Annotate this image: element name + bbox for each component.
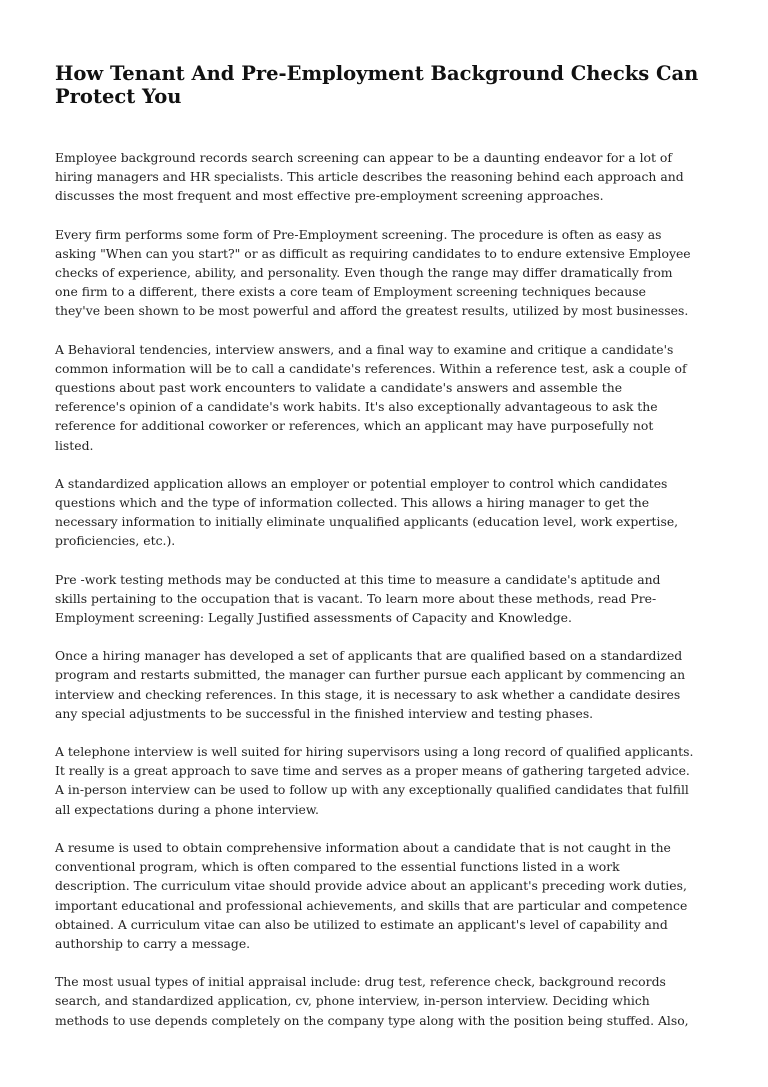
paragraph-line: A resume is used to obtain comprehensive information about a candidate that is not caught in the <box>55 839 671 855</box>
paragraph-line: common information will be to call a candidate's references. Within a reference test, ask a couple of <box>55 360 687 376</box>
paragraph-line: discusses the most frequent and most effective pre-employment screening approaches. <box>55 188 604 204</box>
paragraph-line: search, and standardized application, cv, phone interview, in-person interview. Deciding which <box>55 993 650 1009</box>
paragraph <box>55 838 725 953</box>
paragraph-line: obtained. A curriculum vitae can also be utilized to estimate an applicant's level of capability and <box>55 916 668 932</box>
paragraph-line: necessary information to initially eliminate unqualified applicants (education level, work expertise, <box>55 514 679 530</box>
paragraph-line: reference's opinion of a candidate's work habits. It's also exceptionally advantageous to ask the <box>55 399 658 415</box>
title-line: How Tenant And Pre-Employment Background Checks Can <box>55 62 699 85</box>
paragraph <box>55 972 725 1030</box>
paragraph-line: hiring managers and HR specialists. This article describes the reasoning behind each approach and <box>55 169 684 185</box>
paragraph-line: Every firm performs some form of Pre-Employment screening. The procedure is often as easy as <box>55 226 662 242</box>
paragraph-line: Employee background records search screening can appear to be a daunting endeavor for a lot of <box>55 150 672 165</box>
paragraph-line: Employment screening: Legally Justified assessments of Capacity and Knowledge. <box>55 610 572 626</box>
paragraph-line: It really is a great approach to save time and serves as a proper means of gathering targeted advice. <box>55 763 690 779</box>
paragraph-line: asking "When can you start?" or as difficult as requiring candidates to to endure extensive Employee <box>55 245 691 261</box>
paragraph-line: A Behavioral tendencies, interview answers, and a final way to examine and critique a candidate's <box>55 341 674 357</box>
paragraph <box>55 570 725 628</box>
paragraph <box>55 340 725 455</box>
title-line: Protect You <box>55 85 182 108</box>
paragraph-line: they've been shown to be most powerful and afford the greatest results, utilized by most businesses. <box>55 303 689 319</box>
paragraph-line: listed. <box>55 437 94 453</box>
paragraph <box>55 742 725 819</box>
paragraph-line: questions which and the type of information collected. This allows a hiring manager to get the <box>55 495 650 511</box>
paragraph <box>55 225 725 321</box>
paragraph-line: important educational and professional achievements, and skills that are particular and competence <box>55 897 688 913</box>
paragraph <box>55 474 725 551</box>
paragraph <box>55 148 725 206</box>
paragraph-line: skills pertaining to the occupation that is vacant. To learn more about these methods, read Pre- <box>55 590 657 606</box>
document-title <box>55 62 725 108</box>
paragraph-line: one firm to a different, there exists a core team of Employment screening techniques because <box>55 284 646 300</box>
paragraph <box>55 646 725 723</box>
paragraph-line: A in-person interview can be used to follow up with any exceptionally qualified candidates that fulfill <box>55 782 689 798</box>
paragraph-line: reference for additional coworker or references, which an applicant may have purposefully not <box>55 418 654 434</box>
paragraph-line: conventional program, which is often compared to the essential functions listed in a work <box>55 859 620 875</box>
paragraph-line: authorship to carry a message. <box>55 935 251 951</box>
paragraph-line: checks of experience, ability, and personality. Even though the range may differ dramatically from <box>55 265 673 281</box>
paragraph-line: methods to use depends completely on the company type along with the position being stuffed. Also, <box>55 1012 689 1028</box>
paragraph-line: proficiencies, etc.). <box>55 533 176 549</box>
paragraph-line: A standardized application allows an employer or potential employer to control which candidates <box>55 475 668 491</box>
document-page <box>55 62 725 1049</box>
document-body <box>55 148 725 1030</box>
paragraph-line: Pre -work testing methods may be conducted at this time to measure a candidate's aptitude and <box>55 571 661 587</box>
paragraph-line: any special adjustments to be successful in the finished interview and testing phases. <box>55 705 594 721</box>
paragraph-line: Once a hiring manager has developed a set of applicants that are qualified based on a standardized <box>55 648 683 664</box>
paragraph-line: all expectations during a phone interview. <box>55 801 319 817</box>
paragraph-line: questions about past work encounters to validate a candidate's answers and assemble the <box>55 380 623 396</box>
paragraph-line: A telephone interview is well suited for hiring supervisors using a long record of qualified applicants. <box>55 744 694 760</box>
paragraph-line: program and restarts submitted, the manager can further pursue each applicant by commencing an <box>55 667 686 683</box>
paragraph-line: The most usual types of initial appraisal include: drug test, reference check, background records <box>55 974 666 990</box>
paragraph-line: interview and checking references. In this stage, it is necessary to ask whether a candidate desires <box>55 686 681 702</box>
paragraph-line: description. The curriculum vitae should provide advice about an applicant's preceding work duties, <box>55 878 687 894</box>
